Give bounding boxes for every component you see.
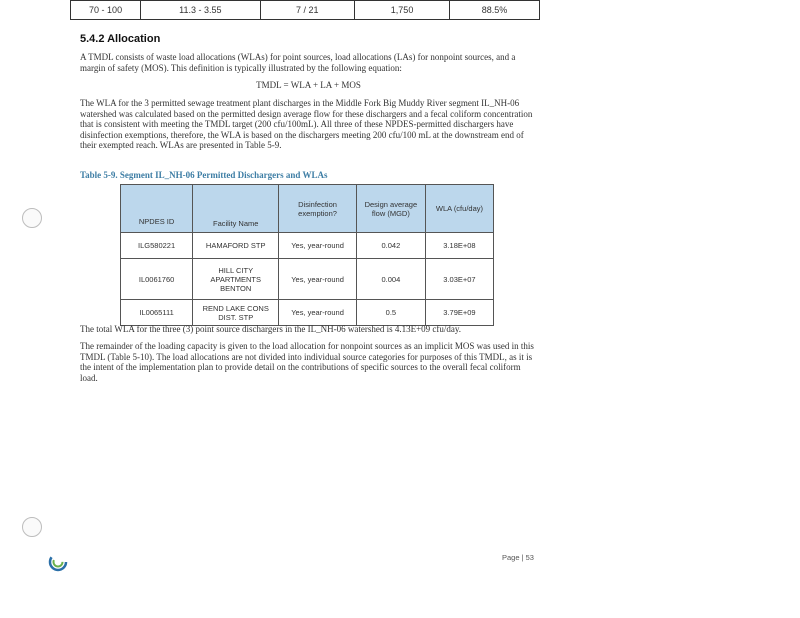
binder-hole-icon (22, 208, 42, 228)
cell-npdes-id: IL0061760 (121, 259, 193, 300)
column-header-facility-name: Facility Name (193, 185, 279, 233)
cell-design-flow: 0.042 (356, 233, 425, 259)
section-heading: 5.4.2 Allocation (80, 33, 161, 45)
table-cell: 11.3 - 3.55 (141, 1, 260, 20)
cell-facility-name: HILL CITY APARTMENTS BENTON (193, 259, 279, 300)
table-row (121, 300, 494, 326)
cell-wla: 3.03E+07 (425, 259, 493, 300)
column-header-design-flow: Design average flow (MGD) (356, 185, 425, 233)
table-row (121, 259, 494, 300)
table-cell: 70 - 100 (71, 1, 141, 20)
table-row (71, 1, 540, 20)
cell-design-flow: 0.5 (356, 300, 425, 326)
cell-design-flow: 0.004 (356, 259, 425, 300)
page-number: Page | 53 (502, 553, 534, 562)
previous-table-fragment (70, 0, 540, 20)
cell-npdes-id: IL0065111 (121, 300, 193, 326)
table-cell: 7 / 21 (260, 1, 355, 20)
binder-hole-icon (22, 517, 42, 537)
tmdl-equation: TMDL = WLA + LA + MOS (256, 80, 361, 90)
paragraph-tmdl-definition: A TMDL consists of waste load allocations (WLAs) for point sources, load allocations (LAs) for nonpoint sources, and a margin of safety (MOS). This definition is typically illustrated by the following equation: (80, 52, 516, 73)
cell-facility-name: HAMAFORD STP (193, 233, 279, 259)
column-header-npdes-id: NPDES ID (121, 185, 193, 233)
table-header-row (121, 185, 494, 233)
cell-facility-name: REND LAKE CONS DIST. STP (193, 300, 279, 326)
table-row (121, 233, 494, 259)
cell-disinfection-exemption: Yes, year-round (279, 233, 357, 259)
cell-wla: 3.18E+08 (425, 233, 493, 259)
swirl-logo-icon (48, 552, 68, 577)
paragraph-total-wla: The total WLA for the three (3) point source dischargers in the IL_NH-06 watershed is 4.13E+09 cfu/day. (80, 324, 462, 334)
cell-disinfection-exemption: Yes, year-round (279, 300, 357, 326)
cell-wla: 3.79E+09 (425, 300, 493, 326)
column-header-disinfection-exemption: Disinfection exemption? (279, 185, 357, 233)
paragraph-load-allocation: The remainder of the loading capacity is given to the load allocation for nonpoint sources as an implicit MOS was used in this TMDL (Table 5-10). The load allocations are not divided into individual source categories for purposes of this TMDL, as it is the intent of the implementation plan to provide detail on the contributions of specific sources to the overall fecal coliform load. (80, 341, 534, 383)
cell-npdes-id: ILG580221 (121, 233, 193, 259)
column-header-wla: WLA (cfu/day) (425, 185, 493, 233)
cell-disinfection-exemption: Yes, year-round (279, 259, 357, 300)
table-caption: Table 5-9. Segment IL_NH-06 Permitted Dischargers and WLAs (80, 170, 328, 180)
table-cell: 88.5% (449, 1, 539, 20)
paragraph-wla-description: The WLA for the 3 permitted sewage treatment plant discharges in the Middle Fork Big Muddy River segment IL_NH-06 watershed was calculated based on the permitted design average flow for these dischargers and a fecal coliform concentration that is consistent with meeting the TMDL target (200 cfu/100mL). All three of these NPDES-permitted dischargers have disinfection exemptions, therefore, the WLA is based on the dischargers meeting 200 cfu/100 mL at the downstream end of their exempted reach. WLAs are presented in Table 5-9. (80, 98, 533, 151)
wla-table (120, 184, 494, 326)
table-cell: 1,750 (355, 1, 450, 20)
